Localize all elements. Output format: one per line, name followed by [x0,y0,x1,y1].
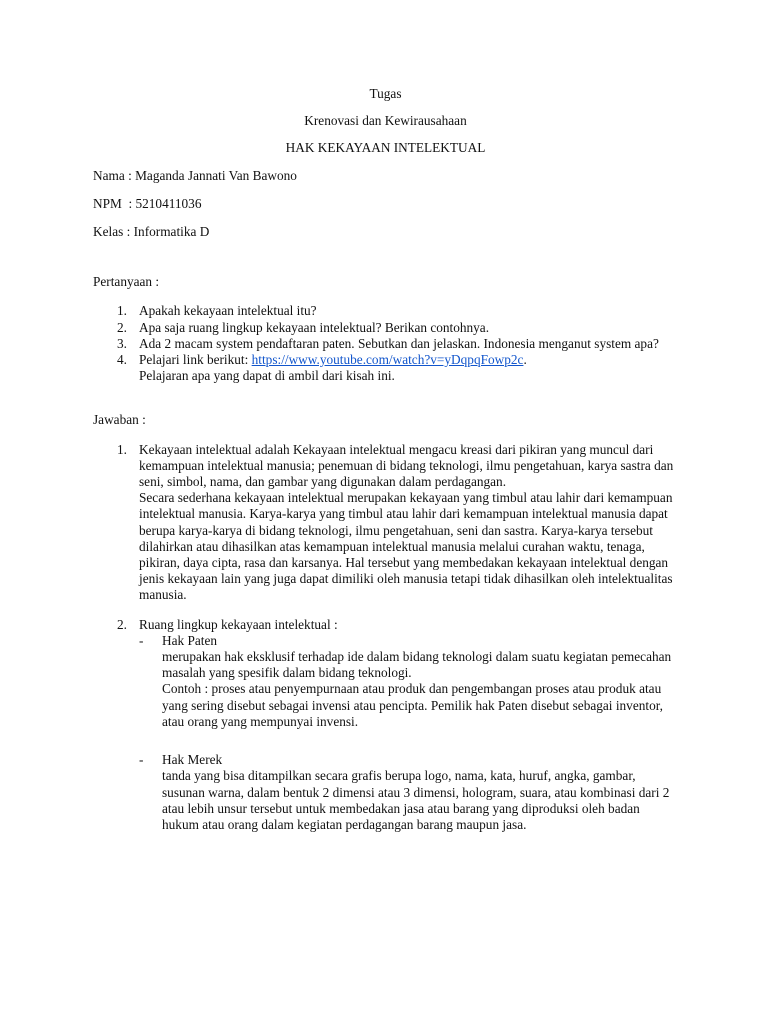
question-text: Apa saja ruang lingkup kekayaan intelektual? Berikan contohnya. [139,319,490,335]
sub-item-body [162,633,678,730]
answer-title: Ruang lingkup kekayaan intelektual : [139,616,338,632]
question-number: 3. [117,335,127,351]
questions-list [93,303,678,384]
sub-item-hak-merek [139,752,678,833]
answer-body [139,617,678,833]
question-text: Ada 2 macam system pendaftaran paten. Sebutkan dan jelaskan. Indonesia menganut system apa? [139,335,659,351]
questions-heading: Pertanyaan : [93,274,160,290]
question-item [93,320,678,336]
dash-bullet: - [139,752,144,768]
document-page [93,86,678,833]
question-item [93,303,678,319]
student-npm: NPM : 5210411036 [93,195,202,211]
doc-header-course: Krenovasi dan Kewirausahaan [304,113,467,129]
question-item [93,336,678,352]
student-class: Kelas : Informatika D [93,224,210,240]
sub-item-paragraph: tanda yang bisa ditampilkan secara grafis berupa logo, nama, kata, huruf, angka, gambar, susunan warna, dalam bentuk 2 dimensi atau 3 dimensi, hologram, suara, atau kombinasi dari 2 atau lebih unsur tersebut untuk membedakan jasa atau barang yang diproduksi oleh badan hukum atau orang dalam kegiatan perdagangan barang maupun jasa. [162,768,670,832]
doc-header-tugas: Tugas [369,86,402,101]
question-number: 1. [117,303,127,319]
question-number: 2. [117,319,127,335]
question-text [139,352,678,384]
sub-item-body [162,752,678,833]
sub-item-hak-paten [139,633,678,730]
student-name: Nama : Maganda Jannati Van Bawono [93,167,297,183]
answer-item [93,442,678,604]
question-link-prefix: Pelajari link berikut: [139,352,252,368]
answer-paragraph: Kekayaan intelektual adalah Kekayaan intelektual mengacu kreasi dari pikiran yang muncul dari kemampuan intelektual manusia; penemuan di bidang teknologi, ilmu pengetahuan, karya sastra dan seni, simbol, nama, dan gambar yang digunakan dalam perdagangan. [139,441,674,490]
question-number: 4. [117,352,127,368]
question-text: Apakah kekayaan intelektual itu? [139,303,317,319]
sub-item-paragraph: merupakan hak eksklusif terhadap ide dalam bidang teknologi dalam suatu kegiatan pemecahan masalah yang spesifik dalam bidang teknologi. [162,649,672,681]
doc-title: HAK KEKAYAAN INTELEKTUAL [285,140,486,156]
question-link-suffix: . [523,352,527,368]
answer-item [93,617,678,833]
dash-bullet: - [139,632,144,648]
sub-item-title: Hak Merek [162,752,223,768]
sub-item-title: Hak Paten [162,632,218,648]
answer-number: 2. [117,616,127,632]
answer-body [139,442,678,604]
question-item [93,352,678,384]
answer-number: 1. [117,441,127,457]
question-text-line2: Pelajaran apa yang dapat di ambil dari kisah ini. [139,368,395,384]
youtube-link[interactable]: https://www.youtube.com/watch?v=yDqpqFowp2c [251,352,524,368]
answers-heading: Jawaban : [93,412,146,428]
sub-item-paragraph: Contoh : proses atau penyempurnaan atau produk dan pengembangan proses atau produk atau yang sering disebut sebagai invensi atau pencipta. Pemilik hak Paten disebut sebagai inventor, atau orang yang mempunyai invensi. [162,681,663,729]
answer-paragraph: Secara sederhana kekayaan intelektual merupakan kekayaan yang timbul atau lahir dari kemampuan intelektual manusia. Karya-karya yang timbul atau lahir dari kemampuan intelektual manusia dapat berupa karya-karya di bidang teknologi, ilmu pengetahuan, seni dan sastra. Karya-karya tersebut dilahirkan atau dihasilkan atas kemampuan intelektual manusia melalui curahan waktu, tenaga, pikiran, daya cipta, rasa dan karsanya. Hal tersebut yang membedakan kekayaan intelektual dengan jenis kekayaan lain yang juga dapat dimiliki oleh manusia tetapi tidak dihasilkan oleh intelektualitas manusia. [139,490,673,603]
